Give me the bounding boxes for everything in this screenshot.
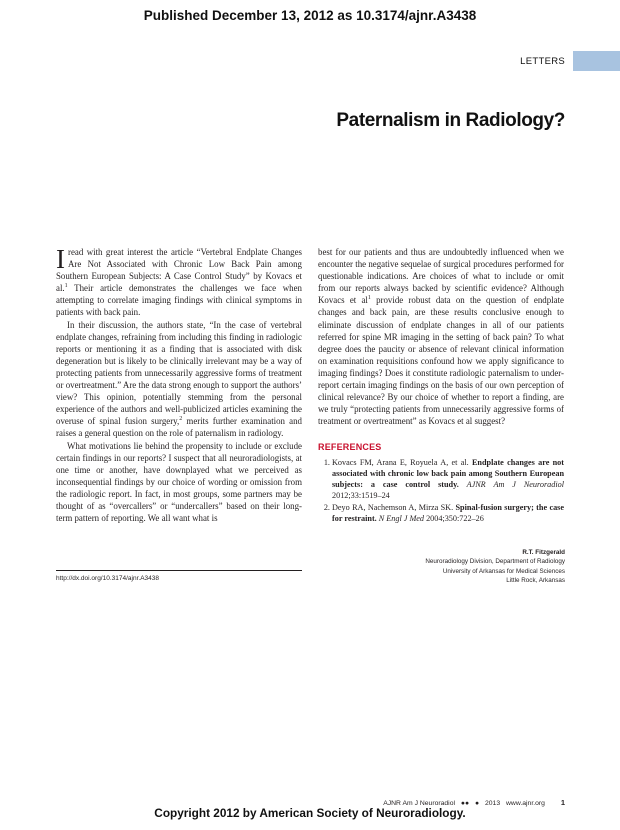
footer-year: 2013 bbox=[485, 800, 501, 807]
reference-journal: N Engl J Med bbox=[376, 513, 425, 523]
reference-authors: Kovacs FM, Arana E, Royuela A, et al. bbox=[332, 457, 472, 467]
author-department: Neuroradiology Division, Department of Radiology bbox=[425, 558, 565, 566]
reference-authors: Deyo RA, Nachemson A, Mirza SK. bbox=[332, 502, 456, 512]
references-list bbox=[318, 457, 564, 524]
article-column-right bbox=[318, 246, 564, 525]
paragraph-1-text-b: Their article demonstrates the challenges we face when attempting to correlate imaging findings with clinical symptoms in patients with back pain. bbox=[56, 283, 302, 318]
citation-ref: 2 bbox=[179, 416, 183, 423]
reference-title: Endplate changes are not associated with chronic low back pain among Southern European subjects: a case control study. bbox=[332, 457, 564, 489]
paragraph-2 bbox=[56, 319, 302, 440]
paragraph-2-text-b: merits further examination and raises a general question on the role of paternalism in radiology. bbox=[56, 416, 302, 439]
footer-url[interactable]: www.ajnr.org bbox=[506, 800, 545, 807]
author-institution: University of Arkansas for Medical Sciences bbox=[442, 567, 565, 575]
reference-cite: 2012;33:1519–24 bbox=[332, 490, 390, 500]
reference-journal: AJNR Am J Neuroradiol bbox=[458, 479, 565, 489]
footer-issue-marks: ●● bbox=[460, 800, 470, 807]
section-color-tab bbox=[573, 51, 620, 71]
paragraph-4-text-b: provide robust data on the question of endplate changes and back pain, are these results conclusive enough to eliminate discussion of endplate changes in all of our patients referred for spine MR imaging in the setting of back pain? To what degree does the paucity or absence of relevant clinical information on examination requisitions confound how we apply significance to imaging findings? Does it constitute radiologic paternalism to under-report certain imaging findings on the basis of our own perception of clinical relevance? By our choice of whether to report a finding, are we truly “protecting patients from unnecessarily aggressive forms of treatment or overtreatment” as Kovacs et al suggest? bbox=[318, 295, 564, 427]
author-name: R.T. Fitzgerald bbox=[522, 549, 565, 556]
footnote-divider bbox=[56, 570, 302, 571]
article-column-left bbox=[56, 246, 302, 524]
paragraph-2-text-a: In their discussion, the authors state, “In the case of vertebral endplate changes, refraining from including this finding in radiologic reports or mentioning it as a finding that is associated with disk degeneration but is likely to be clinically irrelevant may be a way of protecting patients from unnecessarily aggressive forms of treatment or overtreatment.” Are the data strong enough to support the authors’ view? This opinion, potentially stemming from the personal experience of the authors and well-publicized articles examining the overuse of spinal fusion surgery, bbox=[56, 319, 302, 427]
drop-cap: I bbox=[56, 244, 65, 274]
citation-ref: 1 bbox=[367, 295, 371, 302]
copyright-banner: Copyright 2012 by American Society of Neuroradiology. bbox=[154, 806, 466, 820]
author-signature bbox=[425, 548, 565, 586]
paragraph-1 bbox=[56, 246, 302, 319]
article-title: Paternalism in Radiology? bbox=[336, 110, 565, 131]
paragraph-4 bbox=[318, 246, 564, 427]
paragraph-4-text-a: best for our patients and thus are undoubtedly influenced when we encounter the negative sequelae of surgical procedures performed for questionable indications. Are choices of what to include or omit from our reports always backed by scientific evidence? Although Kovacs et al bbox=[318, 247, 564, 306]
paragraph-3: What motivations lie behind the propensity to include or exclude certain findings in our reports? I suspect that all neuroradiologists, at one time or another, have downplayed what we perceived as inconsequential findings by our choice of wording or omission from the radiologic report. In fact, in most groups, some partners may be thought of as “overcallers” or “undercallers” based on their long-term pattern of reporting. We all want what is bbox=[56, 440, 302, 524]
reference-item bbox=[332, 457, 564, 501]
reference-cite: 2004;350:722–26 bbox=[424, 513, 484, 523]
doi-link[interactable]: http://dx.doi.org/10.3174/ajnr.A3438 bbox=[56, 575, 159, 582]
footer-issue-mark: ● bbox=[475, 800, 480, 807]
section-label: LETTERS bbox=[520, 56, 565, 67]
page-number: 1 bbox=[560, 798, 565, 807]
citation-ref: 1 bbox=[64, 283, 68, 290]
author-location: Little Rock, Arkansas bbox=[506, 577, 565, 585]
reference-item bbox=[332, 502, 564, 524]
footer-journal: AJNR Am J Neuroradiol bbox=[383, 800, 455, 807]
paragraph-1-text-a: read with great interest the article “Vertebral Endplate Changes Are Not Associated with Chronic Low Back Pain among Southern European Subjects: A Case Control Study” by Kovacs et al. bbox=[56, 247, 302, 294]
reference-title: Spinal-fusion surgery; the case for restraint. bbox=[332, 502, 564, 523]
references-heading: REFERENCES bbox=[318, 442, 382, 453]
published-banner: Published December 13, 2012 as 10.3174/ajnr.A3438 bbox=[143, 8, 477, 23]
